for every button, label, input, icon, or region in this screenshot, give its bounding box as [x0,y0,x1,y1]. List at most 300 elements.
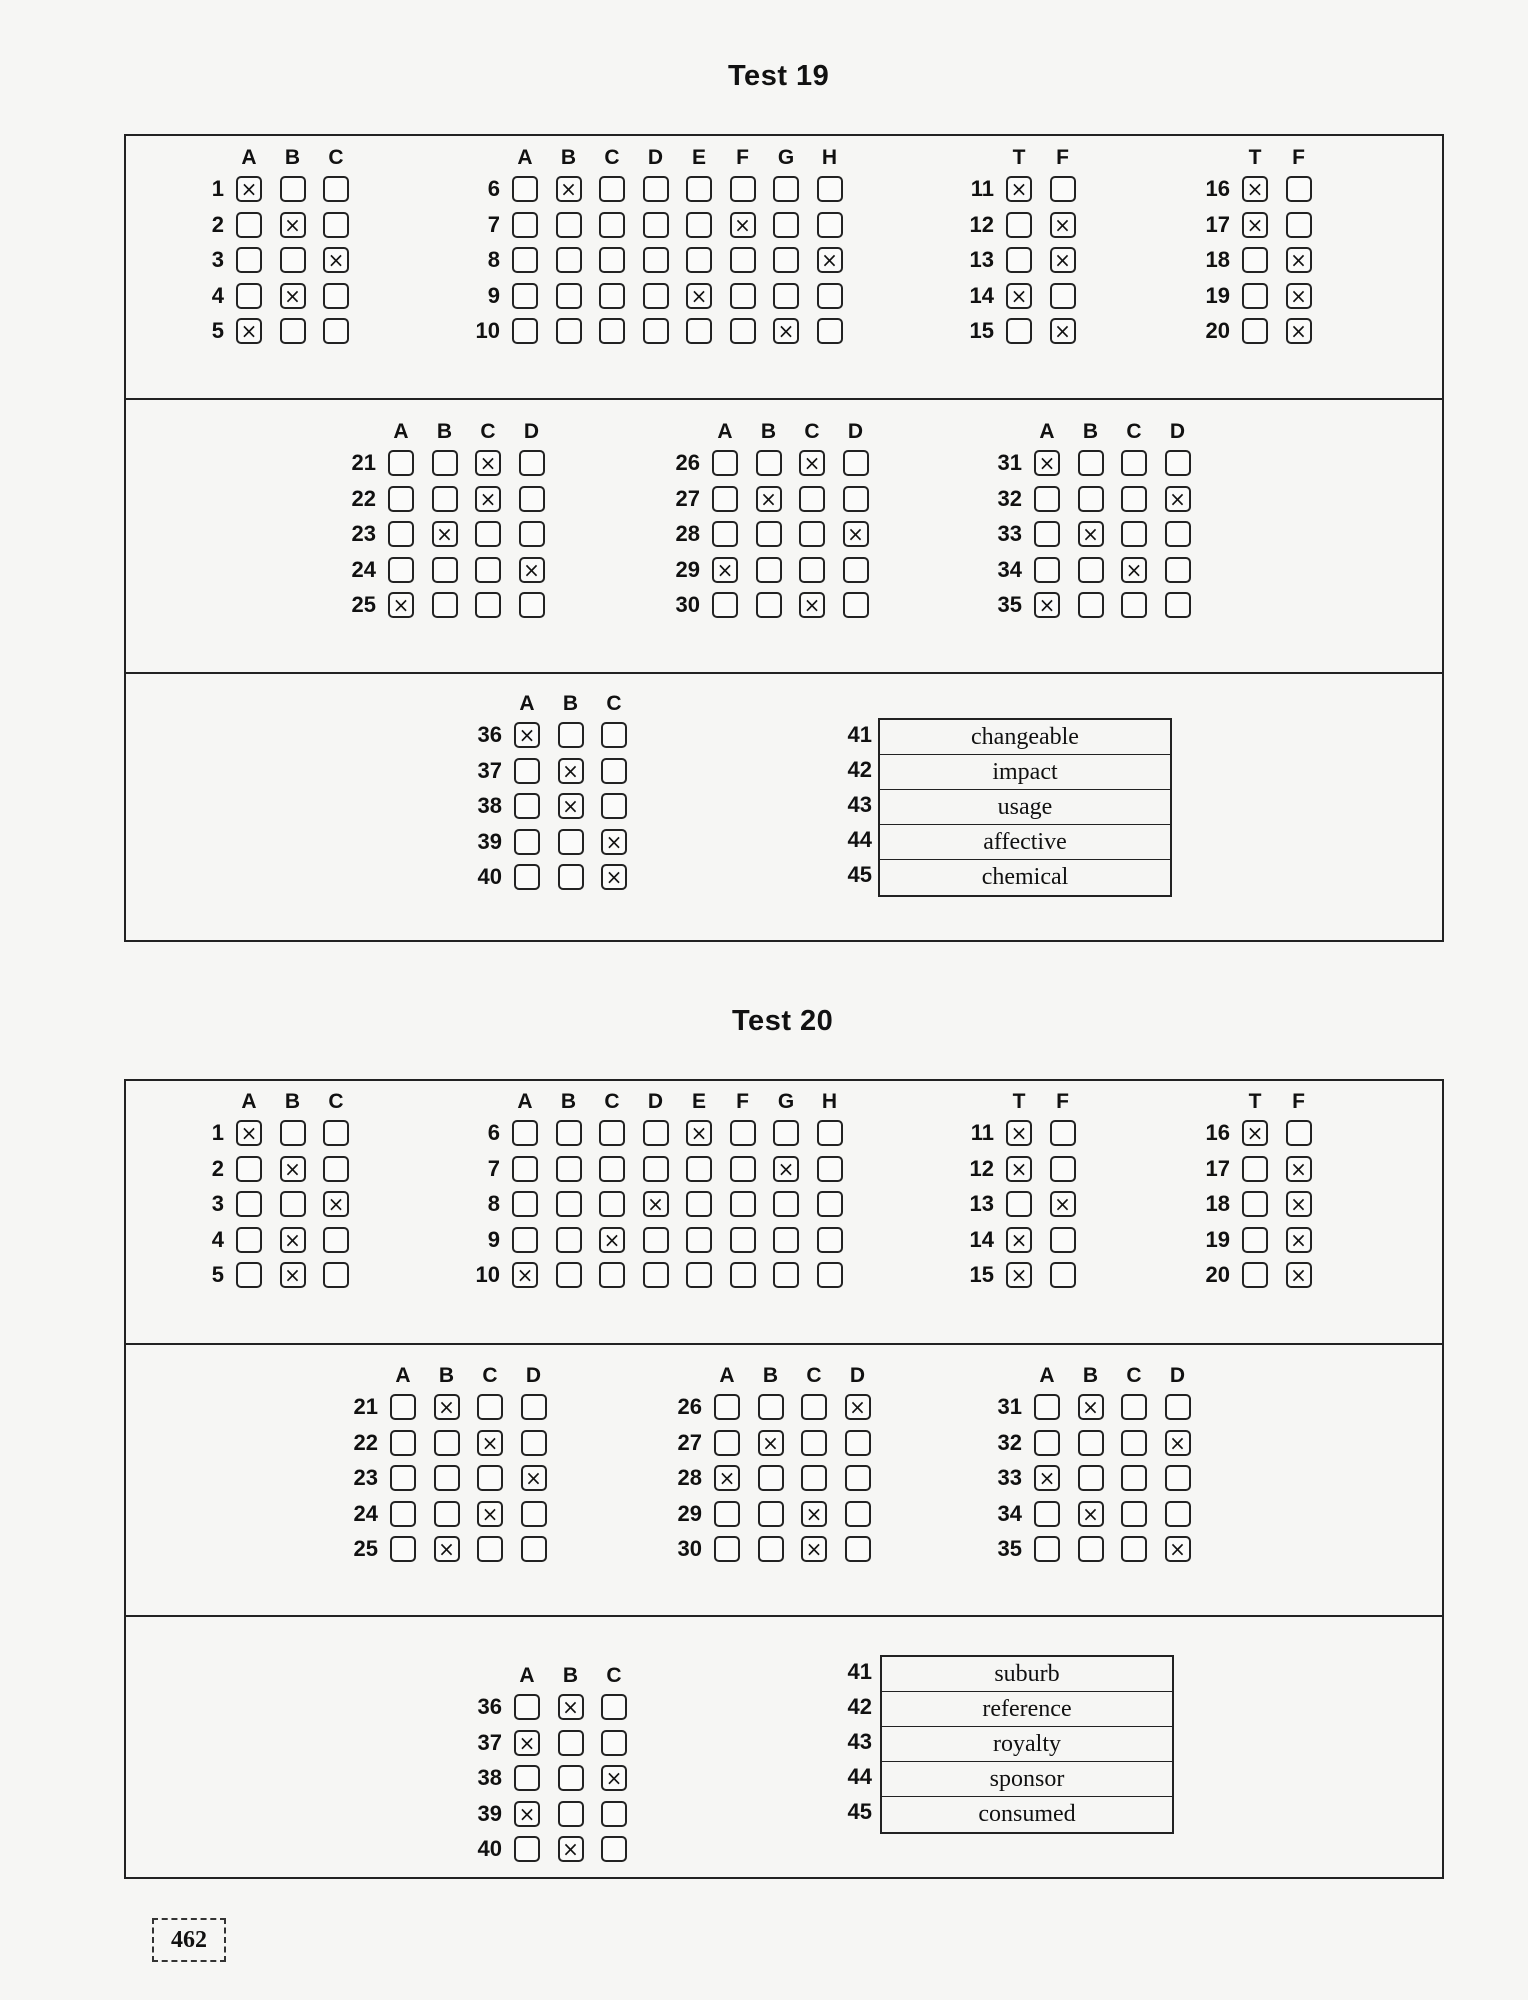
answer-box[interactable] [514,1765,540,1791]
answer-box[interactable] [1050,1156,1076,1182]
answer-box[interactable] [521,1501,547,1527]
answer-box[interactable] [519,486,545,512]
answer-box-checked[interactable]: × [514,1730,540,1756]
answer-box[interactable] [280,247,306,273]
answer-box[interactable] [236,1191,262,1217]
answer-box[interactable] [236,212,262,238]
answer-box[interactable] [599,1156,625,1182]
answer-box[interactable] [556,283,582,309]
answer-box-checked[interactable]: × [1006,176,1032,202]
answer-box-checked[interactable]: × [1006,283,1032,309]
answer-box[interactable] [686,212,712,238]
answer-box[interactable] [601,1801,627,1827]
answer-box[interactable] [558,829,584,855]
answer-box[interactable] [599,1191,625,1217]
answer-box[interactable] [817,176,843,202]
answer-box[interactable] [730,1120,756,1146]
answer-box[interactable] [714,1501,740,1527]
answer-box[interactable] [773,1227,799,1253]
answer-box[interactable] [512,283,538,309]
answer-box[interactable] [1165,450,1191,476]
answer-box[interactable] [512,318,538,344]
answer-box[interactable] [599,283,625,309]
answer-box[interactable] [1165,1394,1191,1420]
answer-box[interactable] [1078,486,1104,512]
answer-box[interactable] [390,1501,416,1527]
answer-box[interactable] [643,1120,669,1146]
answer-box-checked[interactable]: × [323,1191,349,1217]
answer-box[interactable] [1121,1394,1147,1420]
answer-box-checked[interactable]: × [843,521,869,547]
answer-box-checked[interactable]: × [1286,1227,1312,1253]
answer-box[interactable] [512,1191,538,1217]
answer-box[interactable] [512,1227,538,1253]
answer-box[interactable] [1121,592,1147,618]
answer-box[interactable] [514,1836,540,1862]
answer-box[interactable] [843,592,869,618]
answer-box[interactable] [1242,1227,1268,1253]
answer-box[interactable] [514,864,540,890]
answer-box[interactable] [773,1120,799,1146]
answer-box-checked[interactable]: × [558,793,584,819]
answer-box[interactable] [558,1765,584,1791]
answer-box-checked[interactable]: × [601,1765,627,1791]
answer-box-checked[interactable]: × [477,1430,503,1456]
answer-box-checked[interactable]: × [556,176,582,202]
answer-box[interactable] [599,1120,625,1146]
answer-box[interactable] [601,722,627,748]
answer-box[interactable] [475,557,501,583]
answer-box[interactable] [512,1156,538,1182]
answer-box[interactable] [556,318,582,344]
answer-box[interactable] [845,1465,871,1491]
answer-box[interactable] [714,1536,740,1562]
answer-box[interactable] [1242,247,1268,273]
answer-box[interactable] [236,247,262,273]
answer-box-checked[interactable]: × [686,1120,712,1146]
answer-box[interactable] [730,318,756,344]
answer-box[interactable] [521,1430,547,1456]
answer-box[interactable] [514,758,540,784]
answer-box-checked[interactable]: × [1165,1536,1191,1562]
answer-box[interactable] [1121,486,1147,512]
answer-box[interactable] [730,176,756,202]
answer-box[interactable] [556,1191,582,1217]
answer-box[interactable] [388,450,414,476]
answer-box[interactable] [1034,557,1060,583]
answer-box[interactable] [558,1801,584,1827]
answer-box[interactable] [817,318,843,344]
answer-box[interactable] [519,450,545,476]
answer-box[interactable] [323,283,349,309]
answer-box[interactable] [843,450,869,476]
answer-box[interactable] [1078,1430,1104,1456]
answer-box[interactable] [643,318,669,344]
answer-box[interactable] [843,557,869,583]
answer-box[interactable] [817,1120,843,1146]
answer-box[interactable] [1121,521,1147,547]
answer-box-checked[interactable]: × [1121,557,1147,583]
answer-box-checked[interactable]: × [1286,1262,1312,1288]
answer-box-checked[interactable]: × [475,450,501,476]
answer-box[interactable] [817,1191,843,1217]
answer-box[interactable] [323,1120,349,1146]
answer-box[interactable] [756,557,782,583]
answer-box-checked[interactable]: × [432,521,458,547]
answer-box[interactable] [519,592,545,618]
answer-box[interactable] [1034,1536,1060,1562]
answer-box-checked[interactable]: × [558,758,584,784]
answer-box[interactable] [512,212,538,238]
answer-box[interactable] [730,1191,756,1217]
answer-box[interactable] [643,247,669,273]
answer-box[interactable] [601,1836,627,1862]
answer-box-checked[interactable]: × [514,1801,540,1827]
answer-box[interactable] [845,1501,871,1527]
answer-box-checked[interactable]: × [714,1465,740,1491]
answer-box[interactable] [432,450,458,476]
answer-box[interactable] [1034,1394,1060,1420]
answer-box-checked[interactable]: × [1006,1227,1032,1253]
answer-box[interactable] [599,176,625,202]
answer-box[interactable] [773,283,799,309]
answer-box[interactable] [643,1156,669,1182]
answer-box[interactable] [477,1394,503,1420]
answer-box[interactable] [390,1394,416,1420]
answer-box[interactable] [558,1730,584,1756]
answer-box[interactable] [1286,176,1312,202]
answer-box[interactable] [799,521,825,547]
answer-box-checked[interactable]: × [1286,247,1312,273]
answer-box[interactable] [758,1501,784,1527]
answer-box-checked[interactable]: × [601,829,627,855]
answer-box[interactable] [1078,1465,1104,1491]
answer-box[interactable] [1165,592,1191,618]
answer-box-checked[interactable]: × [1286,318,1312,344]
answer-box-checked[interactable]: × [1165,486,1191,512]
answer-box[interactable] [756,450,782,476]
answer-box[interactable] [686,176,712,202]
answer-box[interactable] [1050,1227,1076,1253]
answer-box-checked[interactable]: × [730,212,756,238]
answer-box[interactable] [773,1191,799,1217]
answer-box[interactable] [758,1465,784,1491]
answer-box[interactable] [730,283,756,309]
answer-box[interactable] [714,1394,740,1420]
answer-box[interactable] [714,1430,740,1456]
answer-box-checked[interactable]: × [434,1536,460,1562]
answer-box[interactable] [558,864,584,890]
answer-box[interactable] [434,1430,460,1456]
answer-box-checked[interactable]: × [558,1836,584,1862]
answer-box[interactable] [686,247,712,273]
answer-box[interactable] [599,1262,625,1288]
answer-box-checked[interactable]: × [1006,1156,1032,1182]
answer-box-checked[interactable]: × [1078,1394,1104,1420]
answer-box-checked[interactable]: × [1050,1191,1076,1217]
answer-box-checked[interactable]: × [477,1501,503,1527]
answer-box[interactable] [843,486,869,512]
answer-box-checked[interactable]: × [280,1227,306,1253]
answer-box[interactable] [1165,557,1191,583]
answer-box[interactable] [730,247,756,273]
answer-box[interactable] [773,176,799,202]
answer-box-checked[interactable]: × [1050,318,1076,344]
answer-box[interactable] [280,1120,306,1146]
answer-box[interactable] [475,521,501,547]
answer-box-checked[interactable]: × [236,318,262,344]
answer-box-checked[interactable]: × [773,318,799,344]
answer-box[interactable] [686,1227,712,1253]
answer-box[interactable] [817,283,843,309]
answer-box[interactable] [1006,212,1032,238]
answer-box[interactable] [712,592,738,618]
answer-box[interactable] [773,1262,799,1288]
answer-box[interactable] [388,486,414,512]
answer-box[interactable] [390,1536,416,1562]
answer-box[interactable] [1121,1465,1147,1491]
answer-box[interactable] [1050,176,1076,202]
answer-box[interactable] [521,1536,547,1562]
answer-box[interactable] [817,1156,843,1182]
answer-box-checked[interactable]: × [1242,1120,1268,1146]
answer-box[interactable] [730,1262,756,1288]
answer-box[interactable] [1078,1536,1104,1562]
answer-box[interactable] [512,176,538,202]
answer-box-checked[interactable]: × [801,1536,827,1562]
answer-box-checked[interactable]: × [280,283,306,309]
answer-box-checked[interactable]: × [434,1394,460,1420]
answer-box[interactable] [756,592,782,618]
answer-box-checked[interactable]: × [236,1120,262,1146]
answer-box-checked[interactable]: × [280,1262,306,1288]
answer-box[interactable] [512,247,538,273]
answer-box[interactable] [1034,1430,1060,1456]
answer-box[interactable] [323,318,349,344]
answer-box[interactable] [1242,318,1268,344]
answer-box-checked[interactable]: × [1242,176,1268,202]
answer-box[interactable] [1121,450,1147,476]
answer-box[interactable] [643,1262,669,1288]
answer-box-checked[interactable]: × [512,1262,538,1288]
answer-box[interactable] [730,1227,756,1253]
answer-box[interactable] [601,1730,627,1756]
answer-box[interactable] [477,1536,503,1562]
answer-box[interactable] [434,1465,460,1491]
answer-box[interactable] [599,212,625,238]
answer-box[interactable] [236,1227,262,1253]
answer-box[interactable] [519,521,545,547]
answer-box[interactable] [1242,283,1268,309]
answer-box-checked[interactable]: × [799,592,825,618]
answer-box[interactable] [1165,1465,1191,1491]
answer-box[interactable] [1034,486,1060,512]
answer-box[interactable] [1286,212,1312,238]
answer-box[interactable] [1078,450,1104,476]
answer-box[interactable] [799,486,825,512]
answer-box-checked[interactable]: × [1006,1262,1032,1288]
answer-box-checked[interactable]: × [1286,1156,1312,1182]
answer-box[interactable] [601,1694,627,1720]
answer-box-checked[interactable]: × [475,486,501,512]
answer-box-checked[interactable]: × [1050,212,1076,238]
answer-box[interactable] [432,592,458,618]
answer-box[interactable] [845,1430,871,1456]
answer-box-checked[interactable]: × [758,1430,784,1456]
answer-box[interactable] [773,247,799,273]
answer-box[interactable] [643,283,669,309]
answer-box-checked[interactable]: × [1078,1501,1104,1527]
answer-box[interactable] [434,1501,460,1527]
answer-box[interactable] [280,1191,306,1217]
answer-box[interactable] [801,1394,827,1420]
answer-box[interactable] [801,1430,827,1456]
answer-box-checked[interactable]: × [773,1156,799,1182]
answer-box[interactable] [686,318,712,344]
answer-box[interactable] [686,1156,712,1182]
answer-box-checked[interactable]: × [1006,1120,1032,1146]
answer-box[interactable] [643,1227,669,1253]
answer-box-checked[interactable]: × [1242,212,1268,238]
answer-box[interactable] [1050,283,1076,309]
answer-box[interactable] [1006,1191,1032,1217]
answer-box[interactable] [1078,557,1104,583]
answer-box-checked[interactable]: × [323,247,349,273]
answer-box-checked[interactable]: × [799,450,825,476]
answer-box[interactable] [556,1227,582,1253]
answer-box[interactable] [1006,318,1032,344]
answer-box[interactable] [1078,592,1104,618]
answer-box[interactable] [280,318,306,344]
answer-box-checked[interactable]: × [1078,521,1104,547]
answer-box[interactable] [758,1536,784,1562]
answer-box[interactable] [1050,1120,1076,1146]
answer-box-checked[interactable]: × [1286,283,1312,309]
answer-box-checked[interactable]: × [280,212,306,238]
answer-box[interactable] [556,247,582,273]
answer-box[interactable] [556,1156,582,1182]
answer-box[interactable] [1121,1501,1147,1527]
answer-box[interactable] [323,1227,349,1253]
answer-box-checked[interactable]: × [1165,1430,1191,1456]
answer-box[interactable] [388,557,414,583]
answer-box-checked[interactable]: × [712,557,738,583]
answer-box[interactable] [599,318,625,344]
answer-box-checked[interactable]: × [521,1465,547,1491]
answer-box[interactable] [599,247,625,273]
answer-box[interactable] [558,722,584,748]
answer-box[interactable] [686,1262,712,1288]
answer-box-checked[interactable]: × [1034,592,1060,618]
answer-box[interactable] [1050,1262,1076,1288]
answer-box[interactable] [712,450,738,476]
answer-box[interactable] [686,1191,712,1217]
answer-box[interactable] [643,176,669,202]
answer-box-checked[interactable]: × [817,247,843,273]
answer-box[interactable] [556,1262,582,1288]
answer-box[interactable] [390,1430,416,1456]
answer-box-checked[interactable]: × [388,592,414,618]
answer-box[interactable] [1242,1191,1268,1217]
answer-box[interactable] [712,486,738,512]
answer-box[interactable] [236,1262,262,1288]
answer-box-checked[interactable]: × [1050,247,1076,273]
answer-box[interactable] [556,1120,582,1146]
answer-box-checked[interactable]: × [280,1156,306,1182]
answer-box-checked[interactable]: × [801,1501,827,1527]
answer-box[interactable] [773,212,799,238]
answer-box[interactable] [1034,1501,1060,1527]
answer-box[interactable] [801,1465,827,1491]
answer-box-checked[interactable]: × [845,1394,871,1420]
answer-box[interactable] [730,1156,756,1182]
answer-box[interactable] [477,1465,503,1491]
answer-box-checked[interactable]: × [756,486,782,512]
answer-box[interactable] [390,1465,416,1491]
answer-box[interactable] [756,521,782,547]
answer-box[interactable] [1165,521,1191,547]
answer-box[interactable] [712,521,738,547]
answer-box[interactable] [758,1394,784,1420]
answer-box[interactable] [323,1262,349,1288]
answer-box[interactable] [236,283,262,309]
answer-box[interactable] [323,176,349,202]
answer-box[interactable] [1121,1536,1147,1562]
answer-box[interactable] [1242,1156,1268,1182]
answer-box[interactable] [514,829,540,855]
answer-box-checked[interactable]: × [686,283,712,309]
answer-box[interactable] [236,1156,262,1182]
answer-box[interactable] [323,212,349,238]
answer-box[interactable] [601,793,627,819]
answer-box-checked[interactable]: × [1286,1191,1312,1217]
answer-box[interactable] [1006,247,1032,273]
answer-box-checked[interactable]: × [643,1191,669,1217]
answer-box[interactable] [432,486,458,512]
answer-box-checked[interactable]: × [514,722,540,748]
answer-box[interactable] [845,1536,871,1562]
answer-box[interactable] [817,1227,843,1253]
answer-box[interactable] [643,212,669,238]
answer-box[interactable] [521,1394,547,1420]
answer-box[interactable] [432,557,458,583]
answer-box[interactable] [280,176,306,202]
answer-box[interactable] [475,592,501,618]
answer-box-checked[interactable]: × [1034,1465,1060,1491]
answer-box[interactable] [388,521,414,547]
answer-box[interactable] [601,758,627,784]
answer-box[interactable] [323,1156,349,1182]
answer-box[interactable] [1165,1501,1191,1527]
answer-box-checked[interactable]: × [599,1227,625,1253]
answer-box[interactable] [1242,1262,1268,1288]
answer-box[interactable] [556,212,582,238]
answer-box[interactable] [1121,1430,1147,1456]
answer-box-checked[interactable]: × [558,1694,584,1720]
answer-box[interactable] [817,1262,843,1288]
answer-box[interactable] [817,212,843,238]
answer-box-checked[interactable]: × [236,176,262,202]
answer-box[interactable] [512,1120,538,1146]
answer-box-checked[interactable]: × [601,864,627,890]
answer-box[interactable] [514,793,540,819]
answer-box[interactable] [1034,521,1060,547]
answer-box-checked[interactable]: × [1034,450,1060,476]
answer-box-checked[interactable]: × [519,557,545,583]
answer-box[interactable] [1286,1120,1312,1146]
answer-box[interactable] [514,1694,540,1720]
answer-box[interactable] [799,557,825,583]
